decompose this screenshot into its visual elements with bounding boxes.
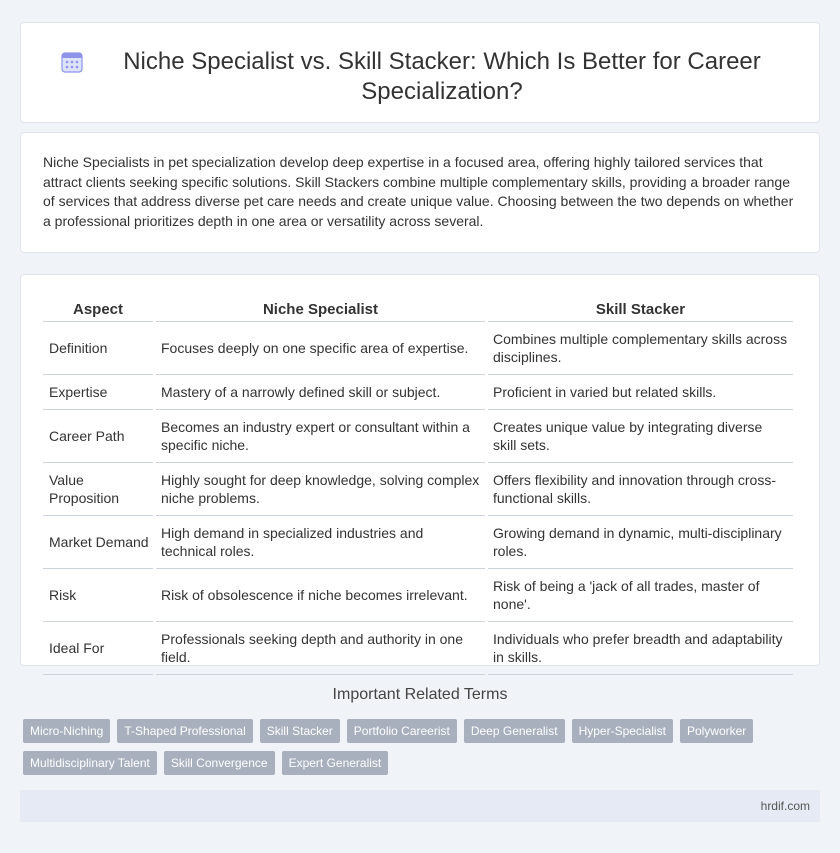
tag-deep-generalist[interactable]: Deep Generalist — [464, 719, 565, 743]
table-row — [43, 622, 793, 675]
intro-paragraph: Niche Specialists in pet specialization develop deep expertise in a focused area, offering highly tailored services that attract clients seeking specific solutions. Skill Stackers combine multiple complementary skills, providing a broader range of services that address diverse pet care needs and create unique value. Choosing between the two depends on whether a professional prioritizes depth in one area or versatility across several. — [43, 154, 794, 229]
tag-skill-stacker[interactable]: Skill Stacker — [260, 719, 340, 743]
header-niche-specialist: Niche Specialist — [156, 297, 485, 322]
cell-aspect: Definition — [43, 322, 153, 375]
table-row — [43, 516, 793, 569]
table-row — [43, 410, 793, 463]
tag-multidisciplinary-talent[interactable]: Multidisciplinary Talent — [23, 751, 157, 775]
related-terms-heading: Important Related Terms — [332, 686, 508, 703]
header-aspect: Aspect — [43, 297, 153, 322]
cell-stacker: Risk of being a 'jack of all trades, master of none'. — [488, 569, 793, 622]
tag-polyworker[interactable]: Polyworker — [680, 719, 753, 743]
cell-aspect: Career Path — [43, 410, 153, 463]
table-header-row — [43, 297, 793, 322]
tag-t-shaped-professional[interactable]: T-Shaped Professional — [117, 719, 252, 743]
footer — [20, 790, 820, 822]
cell-niche: Risk of obsolescence if niche becomes irrelevant. — [156, 569, 485, 622]
cell-niche: Mastery of a narrowly defined skill or subject. — [156, 375, 485, 410]
cell-niche: Focuses deeply on one specific area of expertise. — [156, 322, 485, 375]
intro-card — [20, 132, 820, 253]
tag-micro-niching[interactable]: Micro-Niching — [23, 719, 110, 743]
cell-aspect: Expertise — [43, 375, 153, 410]
cell-aspect: Risk — [43, 569, 153, 622]
title-card — [20, 22, 820, 123]
table-row — [43, 375, 793, 410]
cell-stacker: Creates unique value by integrating diverse skill sets. — [488, 410, 793, 463]
cell-niche: Becomes an industry expert or consultant within a specific niche. — [156, 410, 485, 463]
cell-stacker: Combines multiple complementary skills across disciplines. — [488, 322, 793, 375]
header-skill-stacker: Skill Stacker — [488, 297, 793, 322]
table-row — [43, 322, 793, 375]
cell-niche: Professionals seeking depth and authority in one field. — [156, 622, 485, 675]
cell-aspect: Value Proposition — [43, 463, 153, 516]
tag-expert-generalist[interactable]: Expert Generalist — [282, 751, 389, 775]
cell-stacker: Offers flexibility and innovation through cross-functional skills. — [488, 463, 793, 516]
cell-niche: Highly sought for deep knowledge, solving complex niche problems. — [156, 463, 485, 516]
cell-aspect: Ideal For — [43, 622, 153, 675]
page-title: Niche Specialist vs. Skill Stacker: Which Is Better for Career Specialization? — [123, 48, 761, 105]
calendar-grid-icon — [61, 51, 83, 73]
footer-site-link[interactable]: hrdif.com — [760, 799, 810, 813]
cell-stacker: Proficient in varied but related skills. — [488, 375, 793, 410]
table-row — [43, 463, 793, 516]
cell-aspect: Market Demand — [43, 516, 153, 569]
tag-portfolio-careerist[interactable]: Portfolio Careerist — [347, 719, 457, 743]
tag-skill-convergence[interactable]: Skill Convergence — [164, 751, 275, 775]
cell-stacker: Individuals who prefer breadth and adaptability in skills. — [488, 622, 793, 675]
cell-niche: High demand in specialized industries and technical roles. — [156, 516, 485, 569]
tag-hyper-specialist[interactable]: Hyper-Specialist — [572, 719, 673, 743]
table-row — [43, 569, 793, 622]
cell-stacker: Growing demand in dynamic, multi-disciplinary roles. — [488, 516, 793, 569]
comparison-card — [20, 274, 820, 666]
related-terms-tags — [23, 719, 823, 783]
comparison-table — [40, 297, 796, 675]
